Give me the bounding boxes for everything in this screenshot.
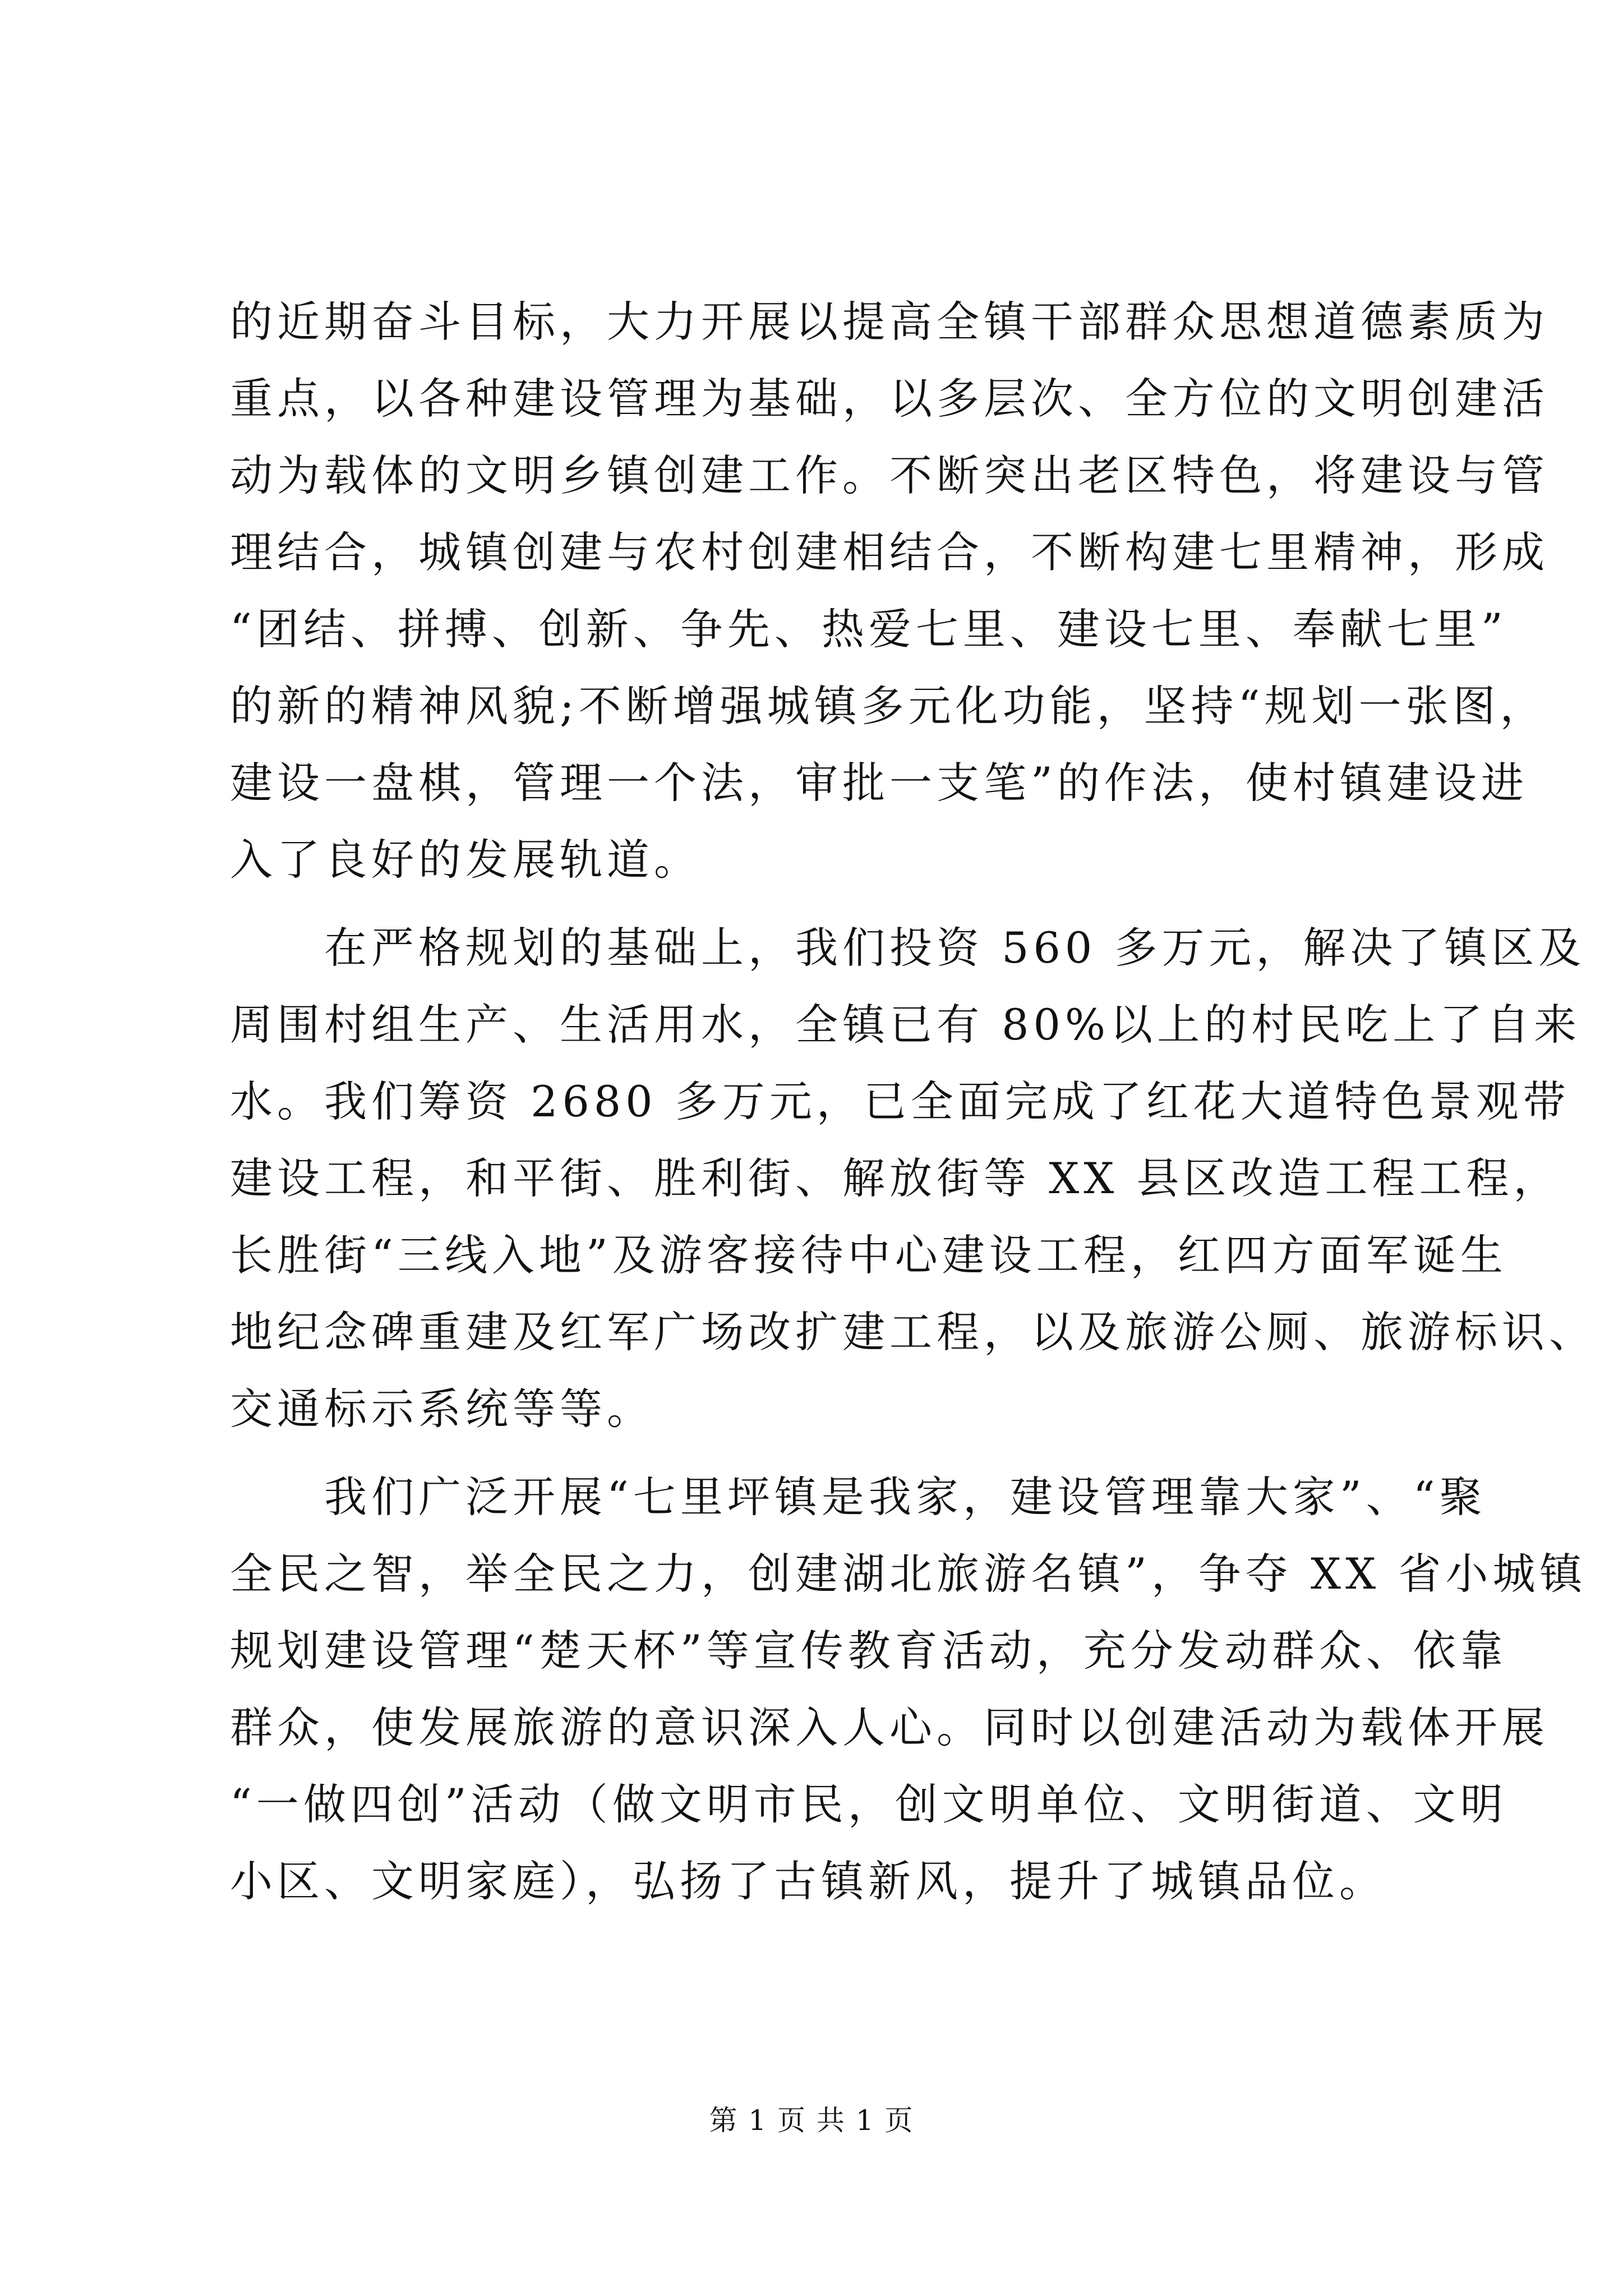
text-line: 理结合，城镇创建与农村创建相结合，不断构建七里精神，形成 — [230, 527, 1549, 577]
text-line: 地纪念碑重建及红军广场改扩建工程，以及旅游公厕、旅游标识、 — [230, 1307, 1596, 1357]
paragraph-1 — [230, 283, 1549, 898]
text-line: 群众，使发展旅游的意识深入人心。同时以创建活动为载体开展 — [230, 1703, 1549, 1752]
text-line: 重点，以各种建设管理为基础，以多层次、全方位的文明创建活 — [230, 374, 1549, 424]
text-line: 长胜街“三线入地”及游客接待中心建设工程，红四方面军诞生 — [230, 1230, 1507, 1280]
text-line: 规划建设管理“楚天杯”等宣传教育活动，充分发动群众、依靠 — [230, 1626, 1507, 1676]
text-line: “团结、拼搏、创新、争先、热爱七里、建设七里、奉献七里” — [230, 604, 1507, 654]
document-body — [230, 283, 1596, 1920]
text-line: 周围村组生产、生活用水，全镇已有 80%以上的村民吃上了自来 — [230, 1000, 1581, 1050]
paragraph-2 — [230, 909, 1596, 1447]
text-line: 全民之智，举全民之力，创建湖北旅游名镇”，争夺 XX 省小城镇 — [230, 1549, 1587, 1599]
text-line: 动为载体的文明乡镇创建工作。不断突出老区特色，将建设与管 — [230, 450, 1549, 500]
page-footer: 第 1 页 共 1 页 — [709, 2104, 914, 2137]
text-line: 的新的精神风貌;不断增强城镇多元化功能，坚持“规划一张图， — [230, 681, 1547, 731]
text-line: 交通标示系统等等。 — [230, 1384, 654, 1434]
text-line: “一做四创”活动（做文明市民，创文明单位、文明街道、文明 — [230, 1779, 1507, 1829]
text-line: 水。我们筹资 2680 多万元，已全面完成了红花大道特色景观带 — [230, 1076, 1570, 1126]
paragraph-3 — [230, 1458, 1587, 1920]
text-line: 的近期奋斗目标，大力开展以提高全镇干部群众思想道德素质为 — [230, 297, 1549, 347]
text-line: 小区、文明家庭），弘扬了古镇新风，提升了城镇品位。 — [230, 1856, 1386, 1906]
text-line: 我们广泛开展“七里坪镇是我家，建设管理靠大家”、“聚 — [324, 1472, 1487, 1522]
text-line: 入了良好的发展轨道。 — [230, 835, 701, 885]
text-line: 建设工程，和平街、胜利街、解放街等 XX 县区改造工程工程， — [230, 1153, 1561, 1203]
text-line: 建设一盘棋，管理一个法，审批一支笔”的作法，使村镇建设进 — [230, 758, 1528, 808]
text-line: 在严格规划的基础上，我们投资 560 多万元，解决了镇区及 — [324, 923, 1586, 973]
